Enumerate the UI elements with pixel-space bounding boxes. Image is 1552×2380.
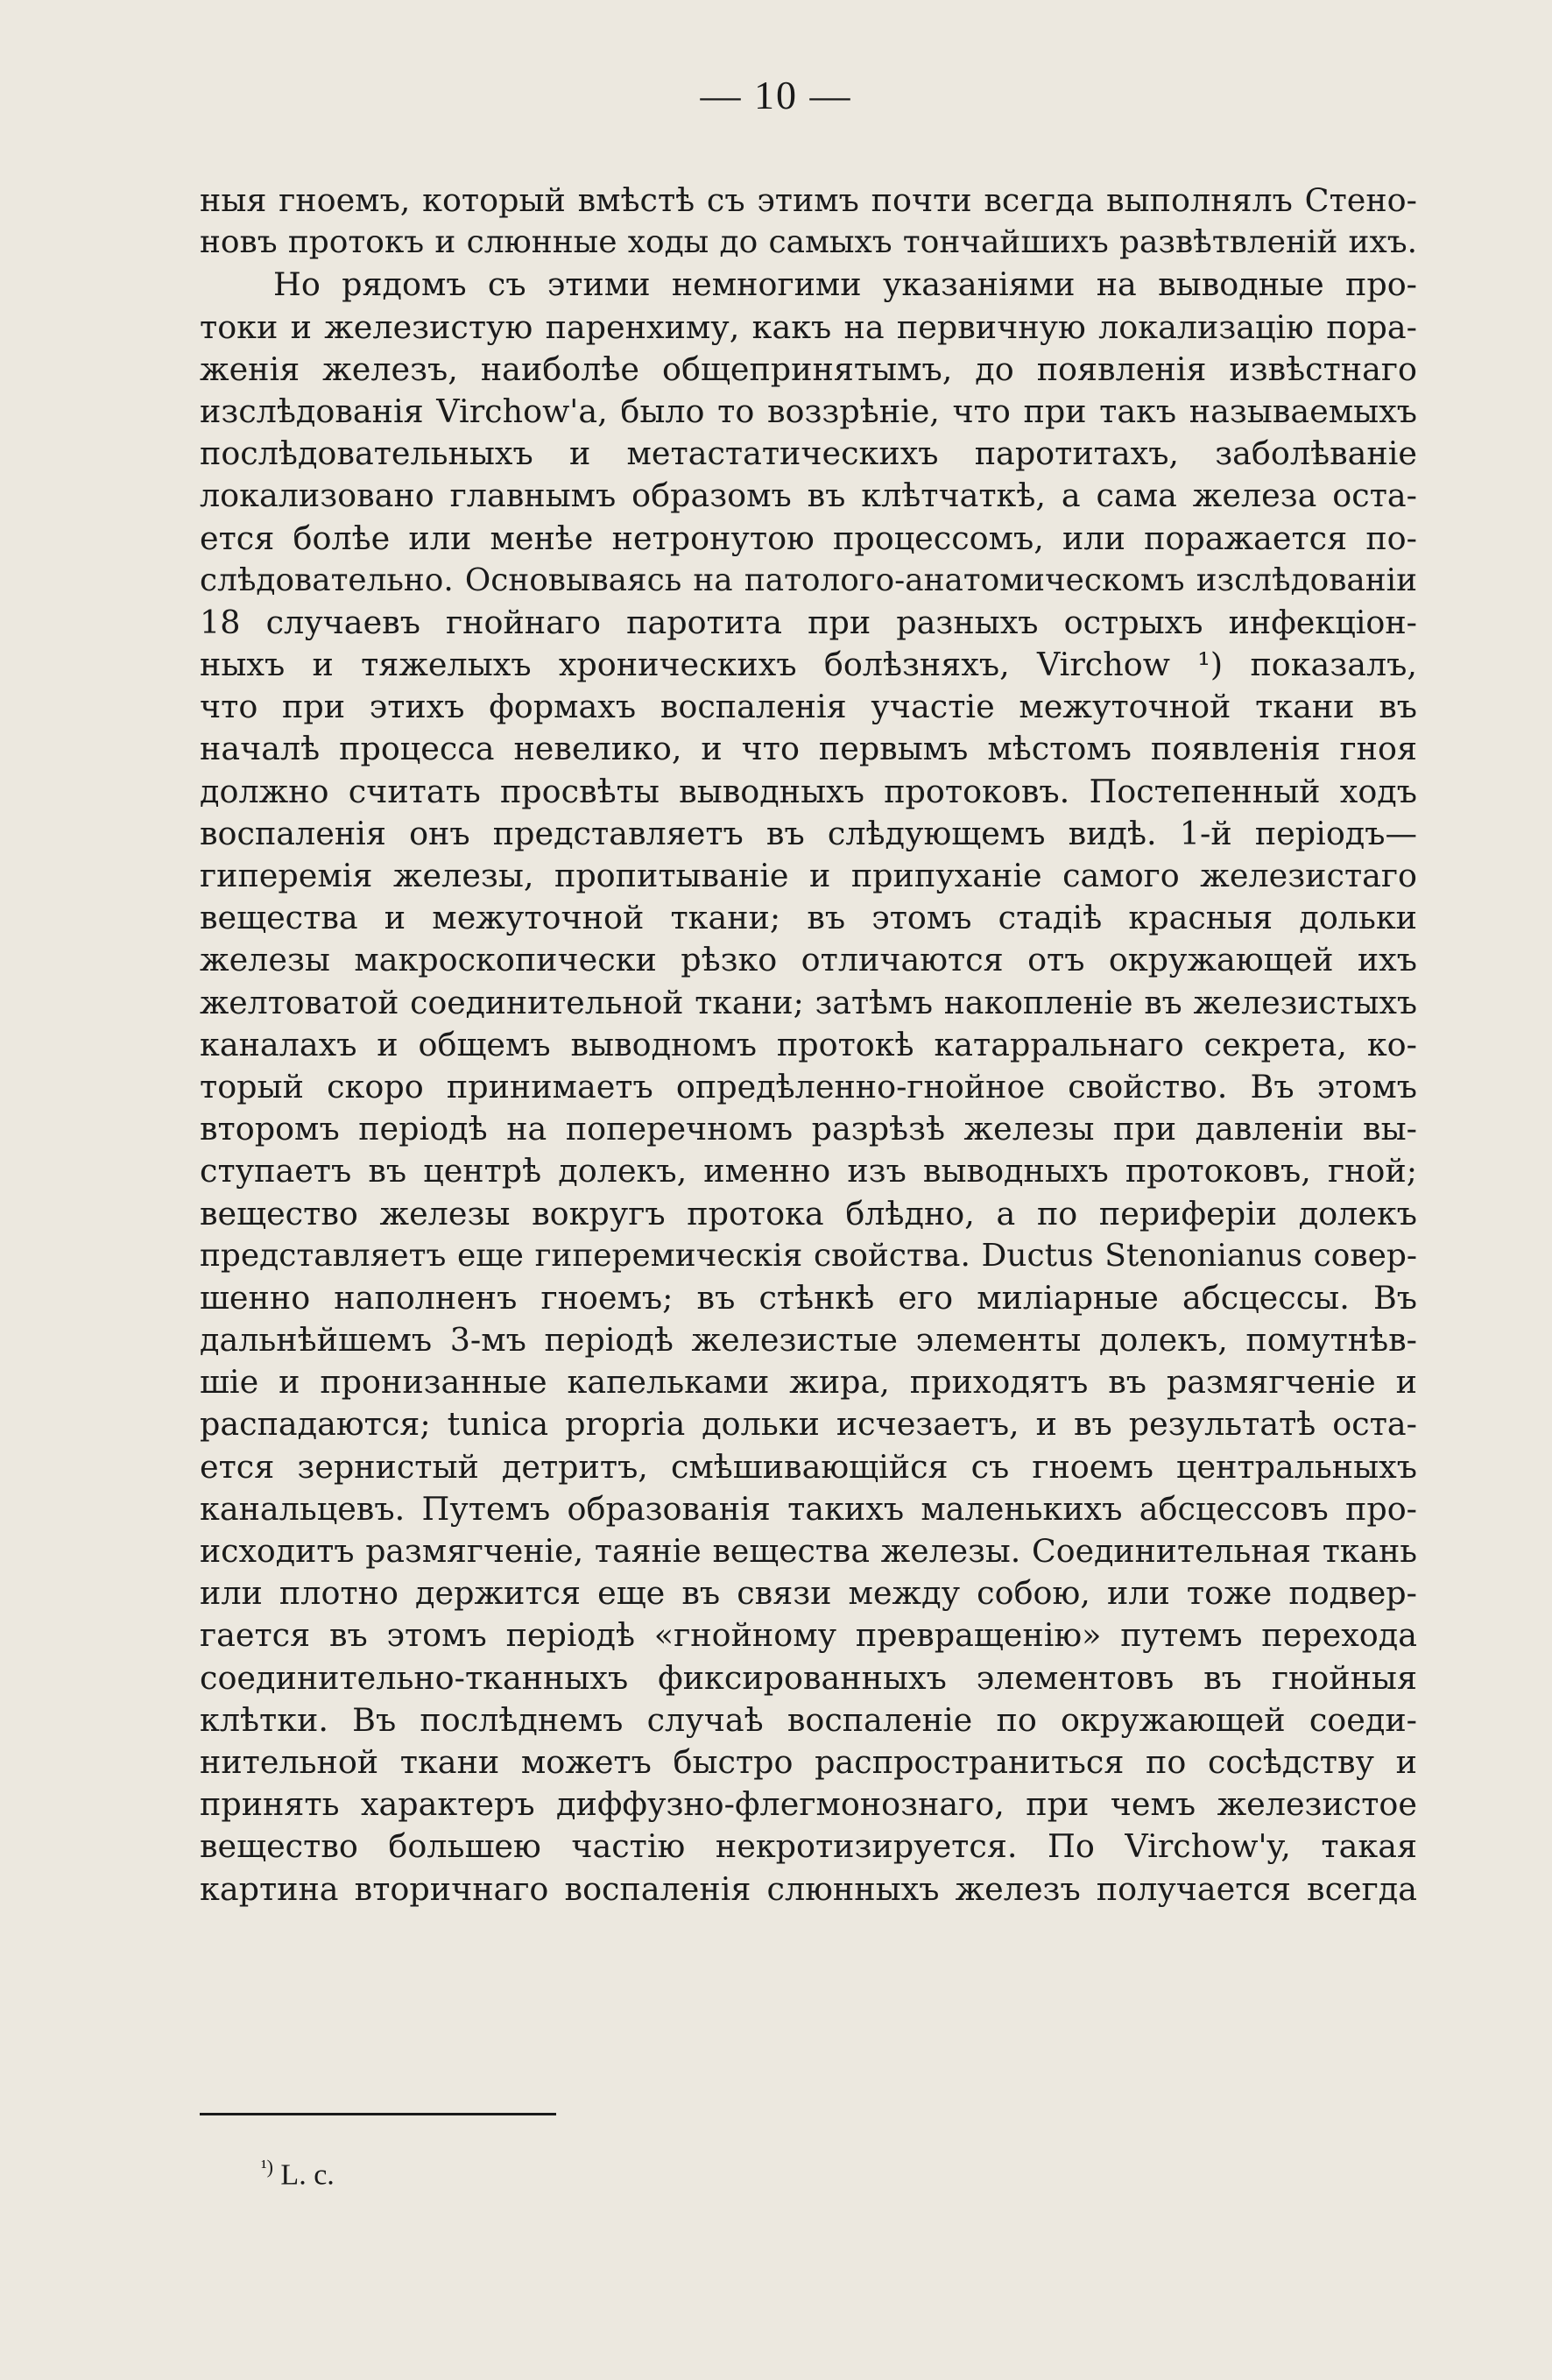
text-line: началѣ процесса невелико, и что первымъ мѣстомъ появленія гноя	[200, 730, 1417, 768]
text-line: вещество железы вокругъ протока блѣдно, а по периферіи долекъ	[200, 1194, 1417, 1232]
page-number: — 10 —	[700, 73, 852, 117]
footnote-marker: ¹)	[261, 2156, 273, 2178]
text-line: железы макроскопически рѣзко отличаются отъ окружающей ихъ	[200, 941, 1417, 979]
text-line: каналахъ и общемъ выводномъ протокѣ катарральнаго секрета, ко-	[200, 1025, 1417, 1063]
text-line: что при этихъ формахъ воспаленія участіе межуточной ткани въ	[200, 688, 1417, 726]
text-line: второмъ періодѣ на поперечномъ разрѣзѣ железы при давленіи вы-	[200, 1110, 1417, 1148]
body-text	[200, 180, 1417, 1910]
text-line: ныя гноемъ, который вмѣстѣ съ этимъ почти всегда выполнялъ Стено-	[200, 181, 1417, 219]
text-line: должно считать просвѣты выводныхъ протоковъ. Постепенный ходъ	[200, 772, 1417, 810]
text-line: клѣтки. Въ послѣднемъ случаѣ воспаленіе по окружающей соеди-	[200, 1700, 1417, 1739]
text-line: шіе и пронизанные капельками жира, приходятъ въ размягченіе и	[200, 1363, 1417, 1402]
footnote-divider	[200, 2113, 556, 2115]
text-line: новъ протокъ и слюнные ходы до самыхъ тончайшихъ развѣтвленій ихъ.	[200, 224, 1417, 261]
text-line: воспаленія онъ представляетъ въ слѣдующемъ видѣ. 1-й періодъ—	[200, 814, 1417, 852]
text-line: соединительно-тканныхъ фиксированныхъ элементовъ въ гнойныя	[200, 1658, 1417, 1697]
text-line: женія железъ, наиболѣе общепринятымъ, до появленія извѣстнаго	[200, 350, 1417, 388]
text-line: распадаются; tunica propria дольки исчезаетъ, и въ результатѣ оста-	[200, 1405, 1417, 1444]
text-line: канальцевъ. Путемъ образованія такихъ маленькихъ абсцессовъ про-	[200, 1489, 1417, 1528]
text-line: желтоватой соединительной ткани; затѣмъ накопленіе въ железистыхъ	[200, 983, 1417, 1021]
text-line: токи и железистую паренхиму, какъ на первичную локализацію пора-	[200, 307, 1417, 346]
text-line: гиперемія железы, пропитываніе и припуханіе самого железистаго	[200, 857, 1417, 894]
text-line: послѣдовательныхъ и метастатическихъ паротитахъ, заболѣваніе	[200, 434, 1417, 473]
text-line: вещества и межуточной ткани; въ этомъ стадіѣ красныя дольки	[200, 899, 1417, 937]
text-line: исходитъ размягченіе, таяніе вещества железы. Соединительная ткань	[200, 1532, 1417, 1570]
text-line: вещество большею частію некротизируется. По Virchow'y, такая	[200, 1827, 1417, 1866]
text-line: ется болѣе или менѣе нетронутою процессомъ, или поражается по-	[200, 519, 1417, 557]
text-line: локализовано главнымъ образомъ въ клѣтчаткѣ, а сама железа оста-	[200, 477, 1417, 515]
text-line: ется зернистый детритъ, смѣшивающійся съ гноемъ центральныхъ	[200, 1447, 1417, 1486]
text-line: торый скоро принимаетъ опредѣленно-гнойное свойство. Въ этомъ	[200, 1067, 1417, 1105]
text-line: ступаетъ въ центрѣ долекъ, именно изъ выводныхъ протоковъ, гной;	[200, 1152, 1417, 1190]
text-line: представляетъ еще гиперемическія свойства. Ductus Stenonianus совер-	[200, 1237, 1417, 1274]
text-line: слѣдовательно. Основываясь на патолого-анатомическомъ изслѣдованіи	[200, 561, 1417, 598]
footnote	[261, 2148, 335, 2194]
text-line: гается въ этомъ періодѣ «гнойному превращенію» путемъ перехода	[200, 1616, 1417, 1655]
text-line: картина вторичнаго воспаленія слюнныхъ железъ получается всегда	[200, 1869, 1417, 1908]
text-line: или плотно держится еще въ связи между собою, или тоже подвер-	[200, 1574, 1417, 1613]
text-line: изслѣдованія Virchow'a, было то воззрѣніе, что при такъ называемыхъ	[200, 392, 1417, 430]
text-line: дальнѣйшемъ 3-мъ періодѣ железистые элементы долекъ, помутнѣв-	[200, 1321, 1417, 1359]
text-line: ныхъ и тяжелыхъ хроническихъ болѣзняхъ, Virchow ¹) показалъ,	[200, 646, 1417, 684]
text-line: шенно наполненъ гноемъ; въ стѣнкѣ его миліарные абсцессы. Въ	[200, 1278, 1417, 1317]
text-line: нительной ткани можетъ быстро распространиться по сосѣдству и	[200, 1742, 1417, 1781]
text-line: 18 случаевъ гнойнаго паротита при разныхъ острыхъ инфекціон-	[200, 603, 1417, 641]
footnote-text: L. c.	[280, 2158, 335, 2192]
text-line: принять характеръ диффузно-флегмонознаго, при чемъ железистое	[200, 1785, 1417, 1824]
text-line: Но рядомъ съ этими немногими указаніями на выводные про-	[273, 265, 1417, 304]
